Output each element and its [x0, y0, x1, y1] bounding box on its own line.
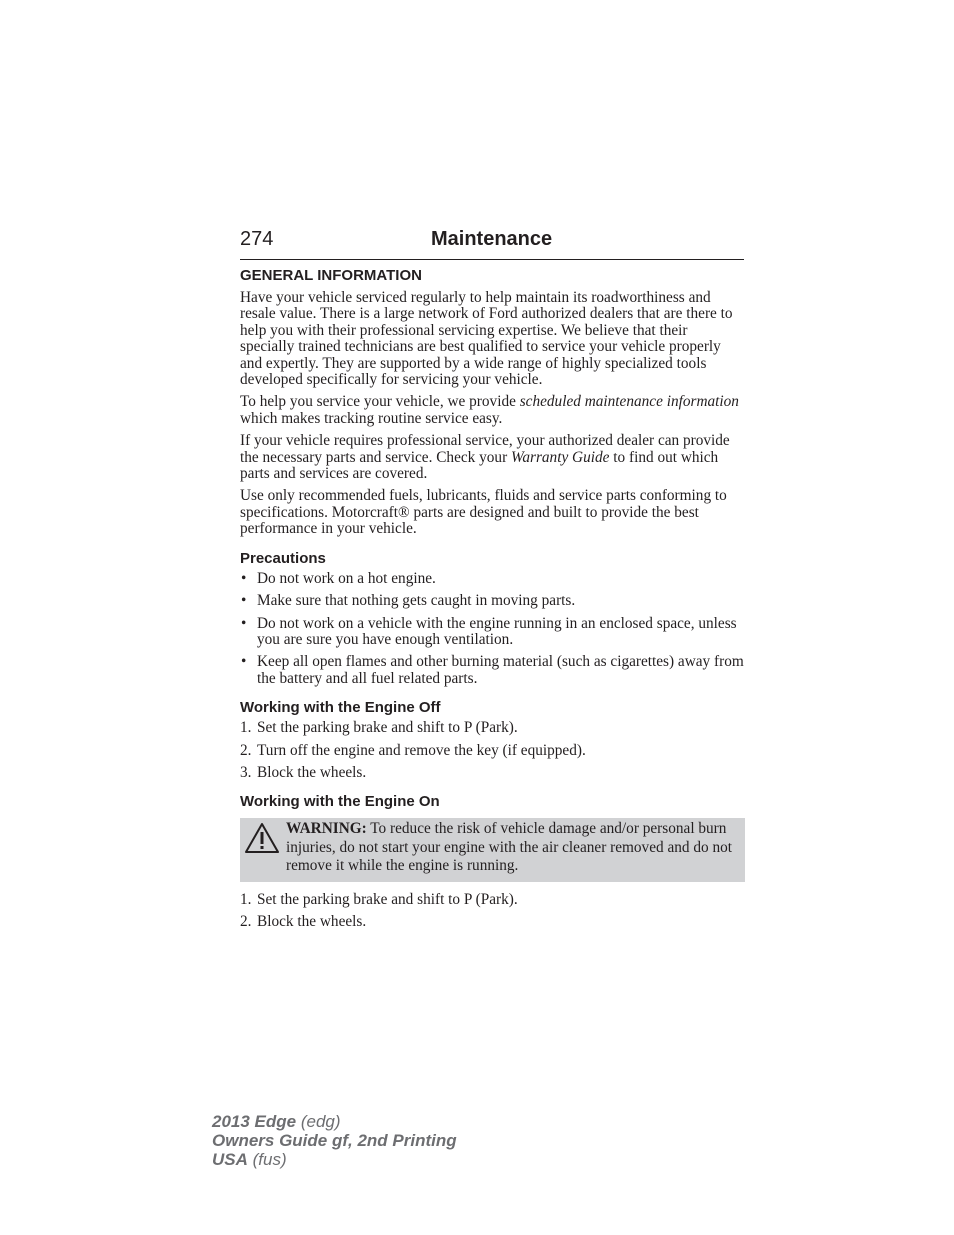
page-content [240, 266, 745, 930]
page-header [240, 228, 744, 260]
general-paragraph-4: Use only recommended fuels, lubricants, fluids and service parts conforming to specifications. Motorcraft® parts are designed and built to provide the best performance in your vehicle. [240, 487, 727, 538]
p3-text-b: to find out which parts and services are covered. [240, 448, 719, 483]
list-item: 2. Turn off the engine and remove the key (if equipped). [240, 741, 586, 759]
bullet: • [241, 653, 247, 671]
engine-off-heading: Working with the Engine Off [240, 699, 441, 717]
footer-line-1: 2013 Edge (edg) [212, 1112, 341, 1131]
p3-text-a: If your vehicle requires professional service, your authorized dealer can provide the necessary parts and service. Check your [240, 432, 730, 466]
list-item: • Keep all open flames and other burning material (such as cigarettes) away from the battery and all fuel related parts. [241, 653, 744, 687]
warning-box [240, 818, 745, 881]
general-paragraph-3 [240, 433, 745, 482]
list-item: 1. Set the parking brake and shift to P (Park). [240, 890, 518, 908]
p2-text-a: To help you service your vehicle, we provide [240, 393, 520, 411]
list-item: • Do not work on a hot engine. [241, 569, 436, 587]
page-footer [212, 1112, 457, 1169]
precautions-list [240, 571, 745, 687]
warning-text: To reduce the risk of vehicle damage and/or personal burn injuries, do not start your engine with the air cleaner removed and do not remove it while the engine is running. [286, 820, 733, 875]
bullet: • [241, 592, 247, 610]
general-paragraph-2 [240, 394, 745, 427]
footer-line-3: USA (fus) [212, 1150, 287, 1169]
engine-on-heading: Working with the Engine On [240, 793, 440, 811]
page-number: 274 [240, 228, 274, 250]
footer-line-2: Owners Guide gf, 2nd Printing [212, 1131, 457, 1150]
bullet: • [241, 569, 247, 587]
list-item: • Make sure that nothing gets caught in moving parts. [241, 592, 576, 610]
list-item: 3. Block the wheels. [240, 763, 367, 781]
p2-emphasis: scheduled maintenance information [519, 393, 739, 411]
p2-text-b: which makes tracking routine service easy. [240, 409, 503, 427]
list-item: 1. Set the parking brake and shift to P (Park). [240, 719, 518, 737]
list-item: • Do not work on a vehicle with the engine running in an enclosed space, unless you are sure you have enough ventilation. [241, 614, 737, 648]
warning-label: WARNING: [286, 820, 367, 838]
warning-triangle-icon [244, 822, 280, 858]
list-item: 2. Block the wheels. [240, 912, 367, 930]
page-title: Maintenance [431, 228, 553, 250]
p3-emphasis: Warranty Guide [511, 448, 610, 466]
general-paragraph-1: Have your vehicle serviced regularly to help maintain its roadworthiness and resale value. There is a large network of Ford authorized dealers that are there to help you with their professional servicing expertise. We believe that their specially trained technicians are best qualified to service your vehicle properly and expertly. They are supported by a wide range of highly specialized tools developed specifically for servicing your vehicle. [240, 289, 733, 389]
precautions-heading: Precautions [240, 549, 326, 567]
engine-on-steps [240, 892, 745, 931]
engine-off-steps [240, 720, 745, 781]
general-information-heading: GENERAL INFORMATION [240, 267, 422, 284]
bullet: • [241, 614, 247, 632]
